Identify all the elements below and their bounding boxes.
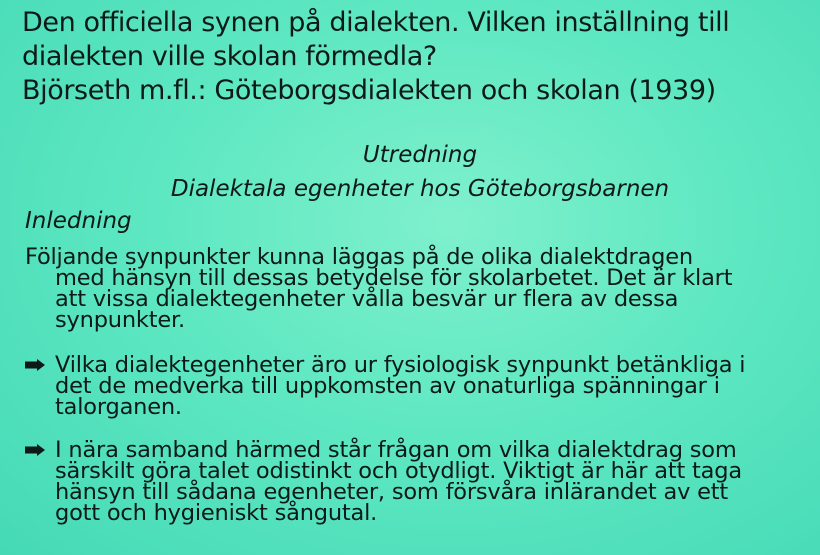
header-line-2: dialekten ville skolan förmedla? (22, 41, 437, 72)
bullet-item-2 (25, 437, 815, 526)
intro-line-2: med hänsyn till dessas betydelse för skolarbetet. Det är klart (55, 265, 733, 291)
intro-paragraph (25, 244, 815, 333)
arrow-bullet-icon (25, 444, 45, 456)
header-line-1: Den officiella synen på dialekten. Vilken inställning till (22, 7, 730, 38)
arrow-bullet-icon (25, 359, 45, 371)
bullet-2-line-4: gott och hygieniskt sångutal. (55, 500, 378, 526)
bullet-1-line-3: talorganen. (55, 394, 182, 420)
header-line-3: Björseth m.fl.: Göteborgsdialekten och skolan (1939) (22, 75, 716, 106)
subtitle-dialektala: Dialektala egenheter hos Göteborgsbarnen (170, 176, 670, 202)
slide-header (22, 6, 812, 108)
subtitle-utredning: Utredning (362, 142, 478, 168)
bullet-2-line-3: hänsyn till sådana egenheter, som försvåra inlärandet av ett (55, 479, 729, 505)
intro-line-1: Följande synpunkter kunna läggas på de olika dialektdragen (25, 244, 693, 270)
section-title: Inledning (25, 208, 132, 234)
bullet-item-1 (25, 352, 815, 420)
bullet-1-line-2: det de medverka till uppkomsten av onaturliga spänningar i (55, 373, 720, 399)
intro-line-3: att vissa dialektegenheter vålla besvär ur flera av dessa (55, 286, 679, 312)
bullet-1-line-1: Vilka dialektegenheter äro ur fysiologisk synpunkt betänkliga i (55, 352, 746, 378)
bullet-2-line-1: I nära samband härmed står frågan om vilka dialektdrag som (55, 437, 737, 463)
bullet-2-line-2: särskilt göra talet odistinkt och otydligt. Viktigt är här att taga (55, 458, 742, 484)
intro-line-4: synpunkter. (55, 307, 185, 333)
